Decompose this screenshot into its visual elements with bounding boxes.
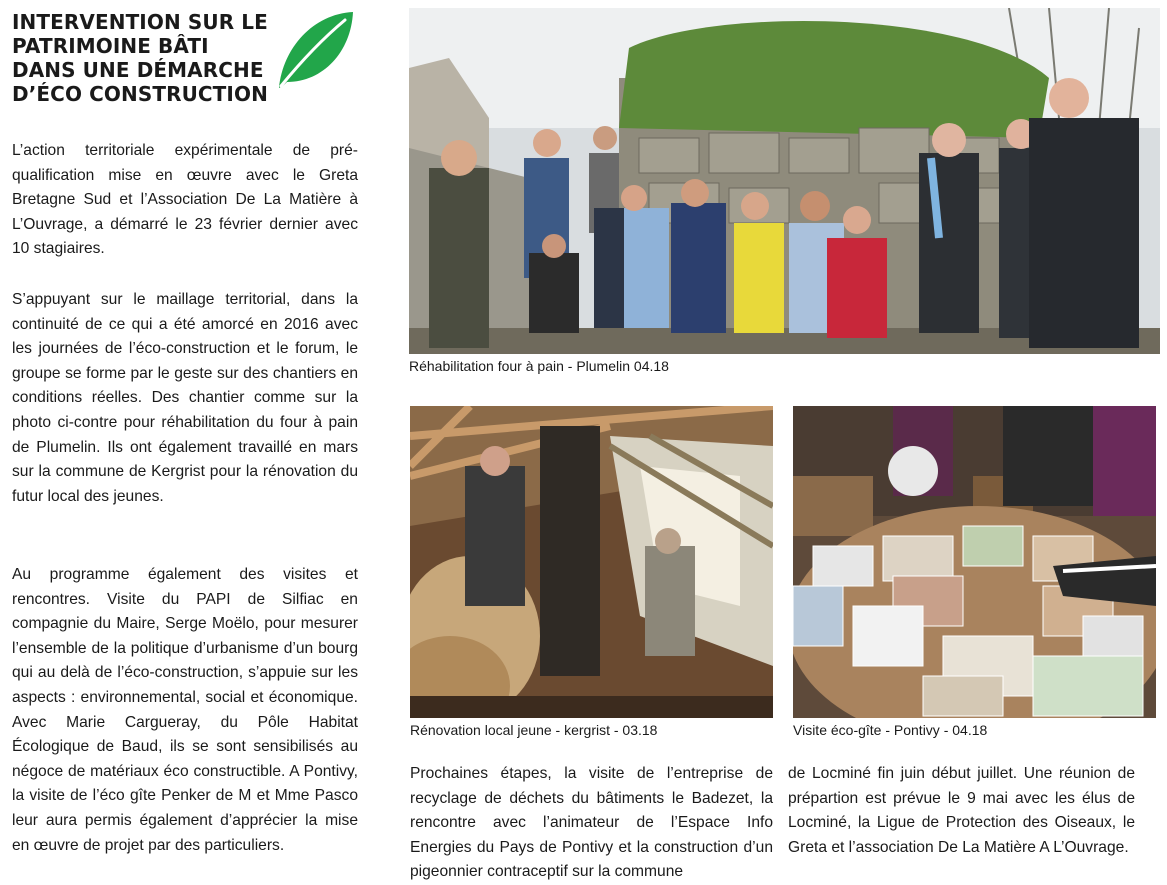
caption-photo3: Visite éco-gîte - Pontivy - 04.18	[793, 722, 988, 738]
photo-renovation-local	[410, 406, 773, 718]
caption-photo1: Réhabilitation four à pain - Plumelin 04.18	[409, 358, 669, 374]
photo-visite-eco-gite	[793, 406, 1156, 718]
photo-four-a-pain	[409, 8, 1160, 354]
paragraph-intro: L’action territoriale expérimentale de pré-qualification mise en œuvre avec le Greta Bretagne Sud et l’Association De La Matière à L’Ouvrage, a démarré le 23 février dernier avec 10 stagiaires.	[12, 142, 358, 258]
leaf-icon	[273, 8, 357, 92]
paragraph-prochaines-etapes: Prochaines étapes, la visite de l’entreprise de recyclage de déchets du bâtiments le Badezet, la rencontre avec l’animateur de l’Espace Info Energies du Pays de Pontivy et la construction d’un pigeonnier contraceptif sur la commune	[410, 765, 773, 881]
paragraph-chantiers: S’appuyant sur le maillage territorial, dans la continuité de ce qui a été amorcé en 2016 avec les journées de l’éco-construction et le forum, le groupe se forme par le geste sur des chantiers en conditions réelles. Des chantier comme sur la photo ci-contre pour réhabilitation du four à pain de Plumelin. Ils ont également travaillé en mars sur la commune de Kergrist pour la rénovation du futur local des jeunes.	[12, 291, 358, 505]
paragraph-reunion: de Locminé fin juin début juillet. Une réunion de prépartion est prévue le 9 mai avec les élus de Locminé, la Ligue de Protection des Oiseaux, le Greta et l’association De La Matière A L’Ouvrage.	[788, 765, 1135, 856]
article-title: INTERVENTION SUR LE PATRIMOINE BÂTI DANS UNE DÉMARCHE D’ÉCO CONSTRUCTION	[12, 10, 268, 106]
paragraph-visites: Au programme également des visites et rencontres. Visite du PAPI de Silfiac en compagnie du Maire, Serge Moëlo, pour mesurer l’ensemble de la politique d’urbanisme d’un bourg qui au delà de l’éco-construction, s’appuie sur les aspects : environnemental, social et économique. Avec Marie Cargueray, du Pôle Habitat Écologique de Baud, ils se sont sensibilisés au négoce de matériaux éco constructible. A Pontivy, la visite de l’éco gîte Penker de M et Mme Pasco leur aura permis également d’apprécier la mise en œuvre de projet par des particuliers.	[12, 566, 358, 854]
caption-photo2: Rénovation local jeune - kergrist - 03.18	[410, 722, 658, 738]
